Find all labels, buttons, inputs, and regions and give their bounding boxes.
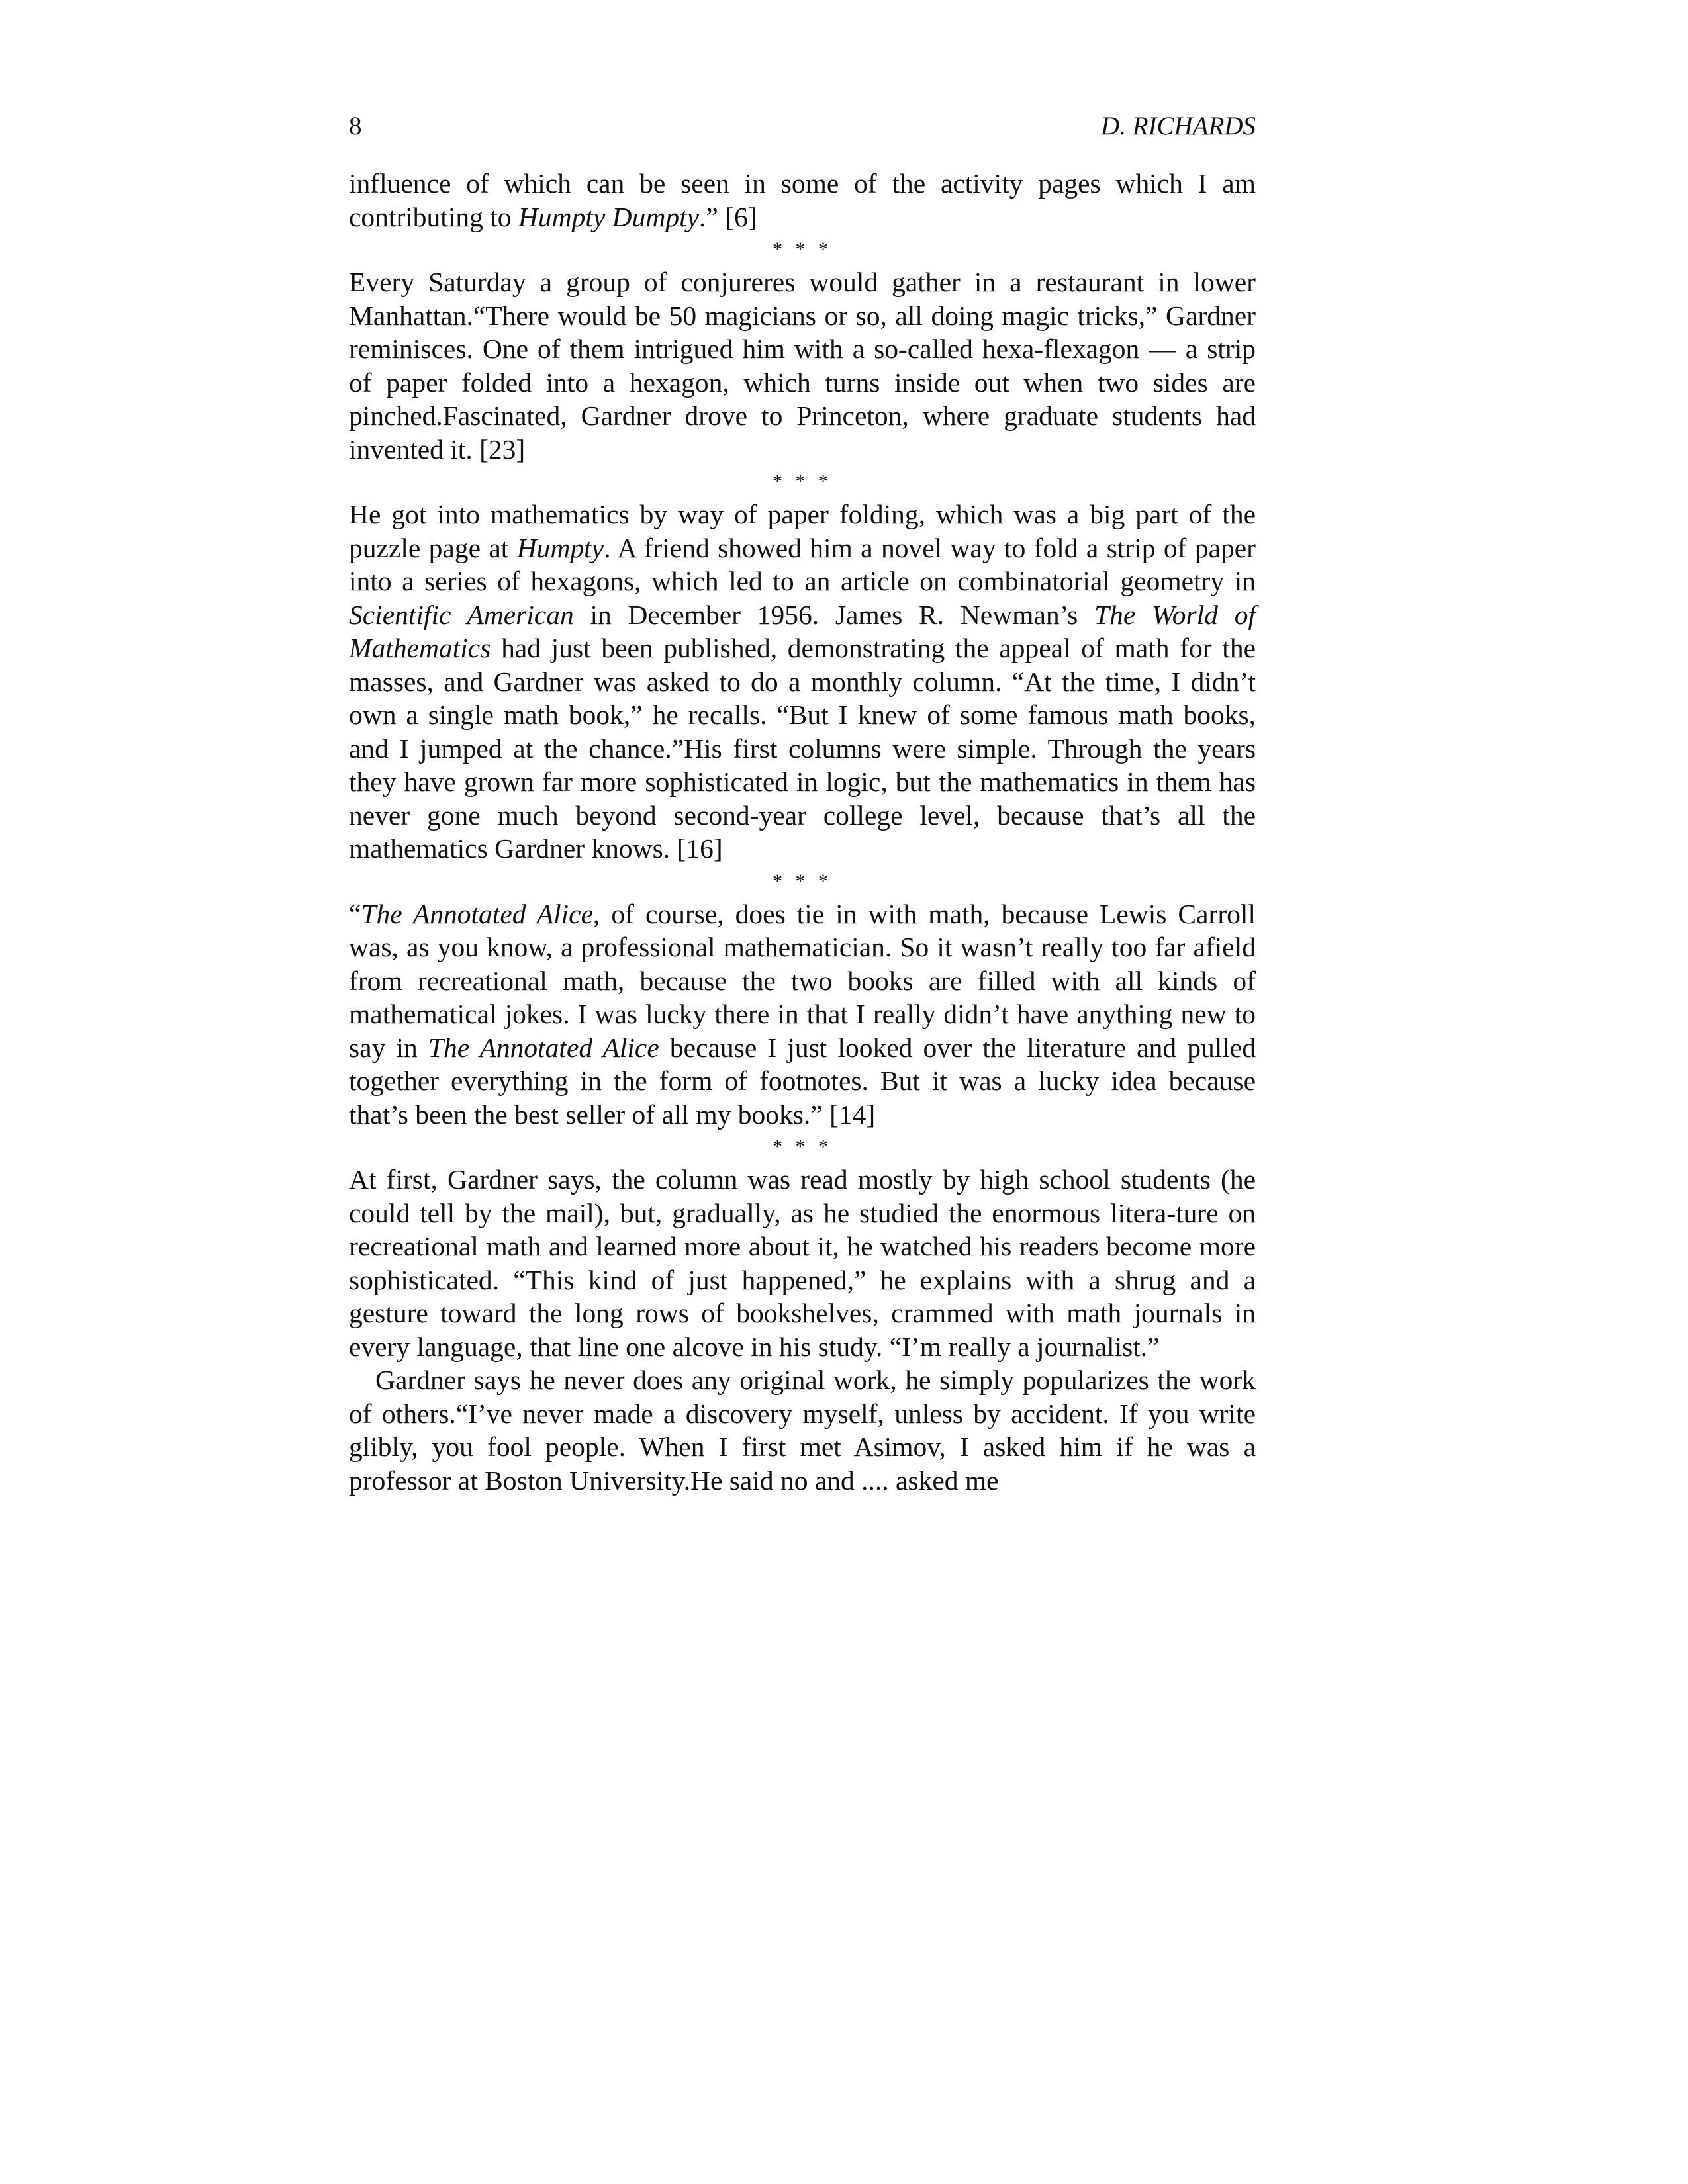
italic-title: Humpty Dumpty xyxy=(518,201,700,232)
section-separator: * * * xyxy=(773,1136,832,1158)
paragraph: influence of which can be seen in some of the activity pages which I am contributing to Humpty Dumpty.” [6] xyxy=(349,168,1256,232)
body-text xyxy=(349,167,1256,1497)
paragraph: “The Annotated Alice, of course, does tie in with math, because Lewis Carroll was, as you know, a professional mathematician. So it wasn’t really too far afield from recreational math, because the two books are filled with all kinds of mathematical jokes. I was lucky there in that I really didn’t have anything new to say in The Annotated Alice because I just looked over the literature and pulled together everything in the form of footnotes. But it was a lucky idea because that’s been the best seller of all my books.” [14] xyxy=(349,898,1256,1130)
section-separator: * * * xyxy=(773,471,832,492)
page-number: 8 xyxy=(349,112,362,140)
italic-title: Scientific American xyxy=(349,599,574,630)
paragraph: Gardner says he never does any original work, he simply popularizes the work of others.“I’ve never made a discovery myself, unless by accident. If you write glibly, you fool people. When I first met Asimov, I asked him if he was a professor at Boston University.He said no and .... asked me xyxy=(349,1365,1256,1496)
page-header xyxy=(349,111,1256,151)
italic-title: The World of Mathematics xyxy=(349,599,1256,663)
section-separator: * * * xyxy=(773,870,832,892)
paragraph: At first, Gardner says, the column was read mostly by high school students (he could tell by the mail), but, gradually, as he studied the enormous litera-ture on recreational math and learned more about it, he watched his readers become more sophisticated. “This kind of just happened,” he explains with a shrug and a gesture toward the long rows of bookshelves, crammed with math journals in every language, that line one alcove in his study. “I’m really a journalist.” xyxy=(349,1164,1256,1362)
paragraph: He got into mathematics by way of paper folding, which was a big part of the puzzle page at Humpty. A friend showed him a novel way to fold a strip of paper into a series of hexagons, which led to an article on combinatorial geometry in Scientific American in December 1956. James R. Newman’s The World of Mathematics had just been published, demonstrating the appeal of math for the masses, and Gardner was asked to do a monthly column. “At the time, I didn’t own a single math book,” he recalls. “But I knew of some famous math books, and I jumped at the chance.”His first columns were simple. Through the years they have grown far more sophisticated in logic, but the mathematics in them has never gone much beyond second-year college level, because that’s all the mathematics Gardner knows. [16] xyxy=(349,499,1256,864)
section-separator: * * * xyxy=(773,238,832,260)
italic-title: Humpty xyxy=(516,532,604,563)
italic-title: The Annotated Alice xyxy=(428,1032,659,1063)
running-head: D. RICHARDS xyxy=(1101,112,1256,140)
paragraph: Every Saturday a group of conjureres would gather in a restaurant in lower Manhattan.“There would be 50 magicians or so, all doing magic tricks,” Gardner reminisces. One of them intrigued him with a so-called hexa-flexagon — a strip of paper folded into a hexagon, which turns inside out when two sides are pinched.Fascinated, Gardner drove to Princeton, where graduate students had invented it. [23] xyxy=(349,267,1256,465)
italic-title: The Annotated Alice xyxy=(361,898,594,929)
